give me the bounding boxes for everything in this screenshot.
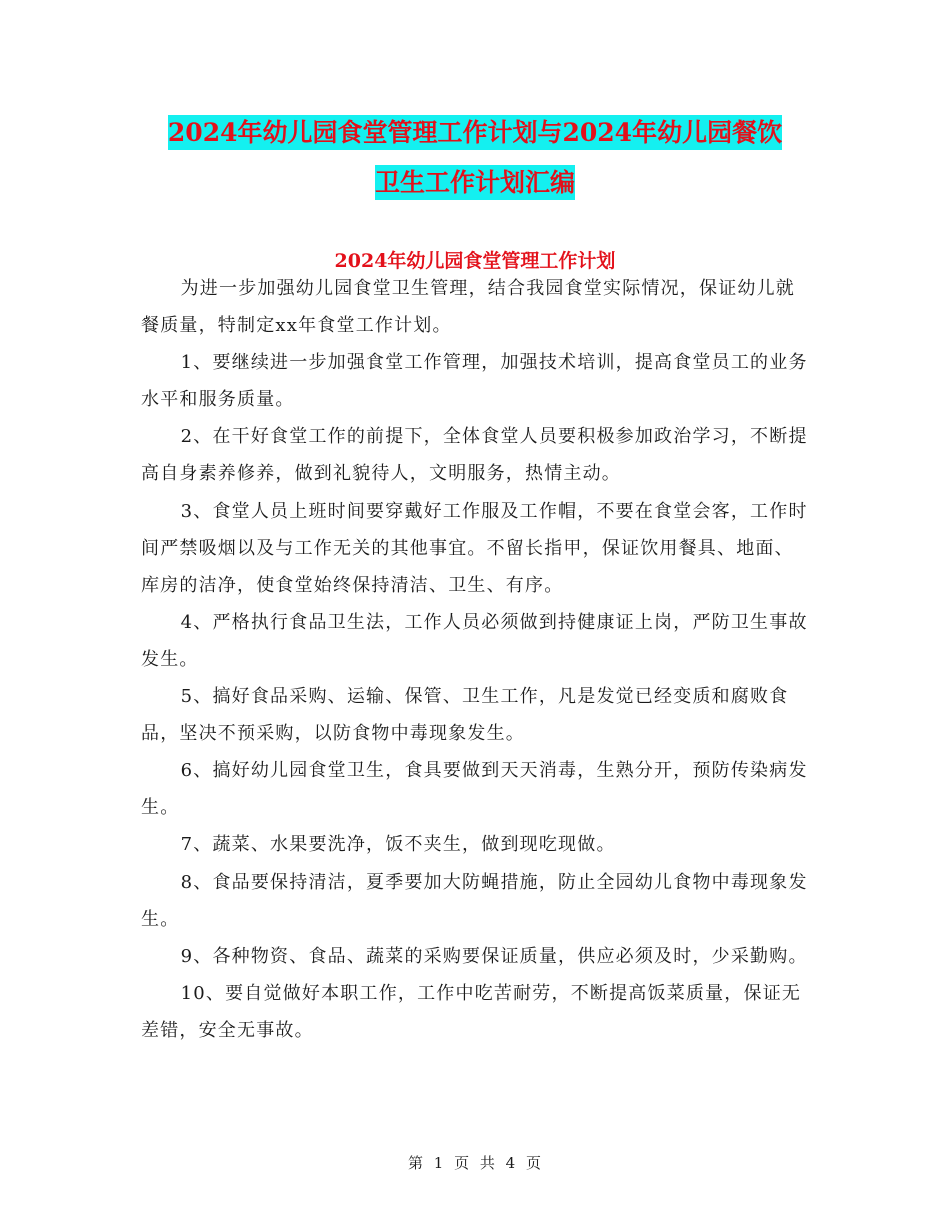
paragraph-item-10: 10、要自觉做好本职工作，工作中吃苦耐劳，不断提高饭菜质量，保证无差错，安全无事故。 xyxy=(141,982,802,1041)
document-body xyxy=(141,270,809,1049)
paragraph-item-4: 4、严格执行食品卫生法，工作人员必须做到持健康证上岗，严防卫生事故发生。 xyxy=(141,611,808,670)
document-title xyxy=(0,108,950,208)
document-title-line-1: 2024年幼儿园食堂管理工作计划与2024年幼儿园餐饮 xyxy=(168,115,782,150)
paragraph-item-2: 2、在干好食堂工作的前提下，全体食堂人员要积极参加政治学习，不断提高自身素养修养，做到礼貌待人，文明服务，热情主动。 xyxy=(141,426,808,485)
paragraph-item-1: 1、要继续进一步加强食堂工作管理，加强技术培训，提高食堂员工的业务水平和服务质量。 xyxy=(141,352,808,411)
paragraph-item-8: 8、食品要保持清洁，夏季要加大防蝇措施，防止全园幼儿食物中毒现象发生。 xyxy=(141,871,808,930)
paragraph-item-5: 5、搞好食品采购、运输、保管、卫生工作，凡是发觉已经变质和腐败食品，坚决不预采购，以防食物中毒现象发生。 xyxy=(141,686,789,745)
section-title: 2024年幼儿园食堂管理工作计划 xyxy=(334,250,616,272)
document-title-line-2: 卫生工作计划汇编 xyxy=(375,165,575,200)
paragraph-item-9: 9、各种物资、食品、蔬菜的采购要保证质量，供应必须及时，少采勤购。 xyxy=(180,945,808,967)
intro-paragraph: 为进一步加强幼儿园食堂卫生管理，结合我园食堂实际情况，保证幼儿就餐质量，特制定xx年食堂工作计划。 xyxy=(141,278,795,337)
page-footer: 第 1 页 共 4 页 xyxy=(408,1154,542,1172)
paragraph-item-3: 3、食堂人员上班时间要穿戴好工作服及工作帽，不要在食堂会客，工作时间严禁吸烟以及与工作无关的其他事宜。不留长指甲，保证饮用餐具、地面、库房的洁净，使食堂始终保持清洁、卫生、有序。 xyxy=(141,500,808,596)
paragraph-item-7: 7、蔬菜、水果要洗净，饭不夹生，做到现吃现做。 xyxy=(180,834,616,856)
paragraph-item-6: 6、搞好幼儿园食堂卫生，食具要做到天天消毒，生熟分开，预防传染病发生。 xyxy=(141,760,808,819)
